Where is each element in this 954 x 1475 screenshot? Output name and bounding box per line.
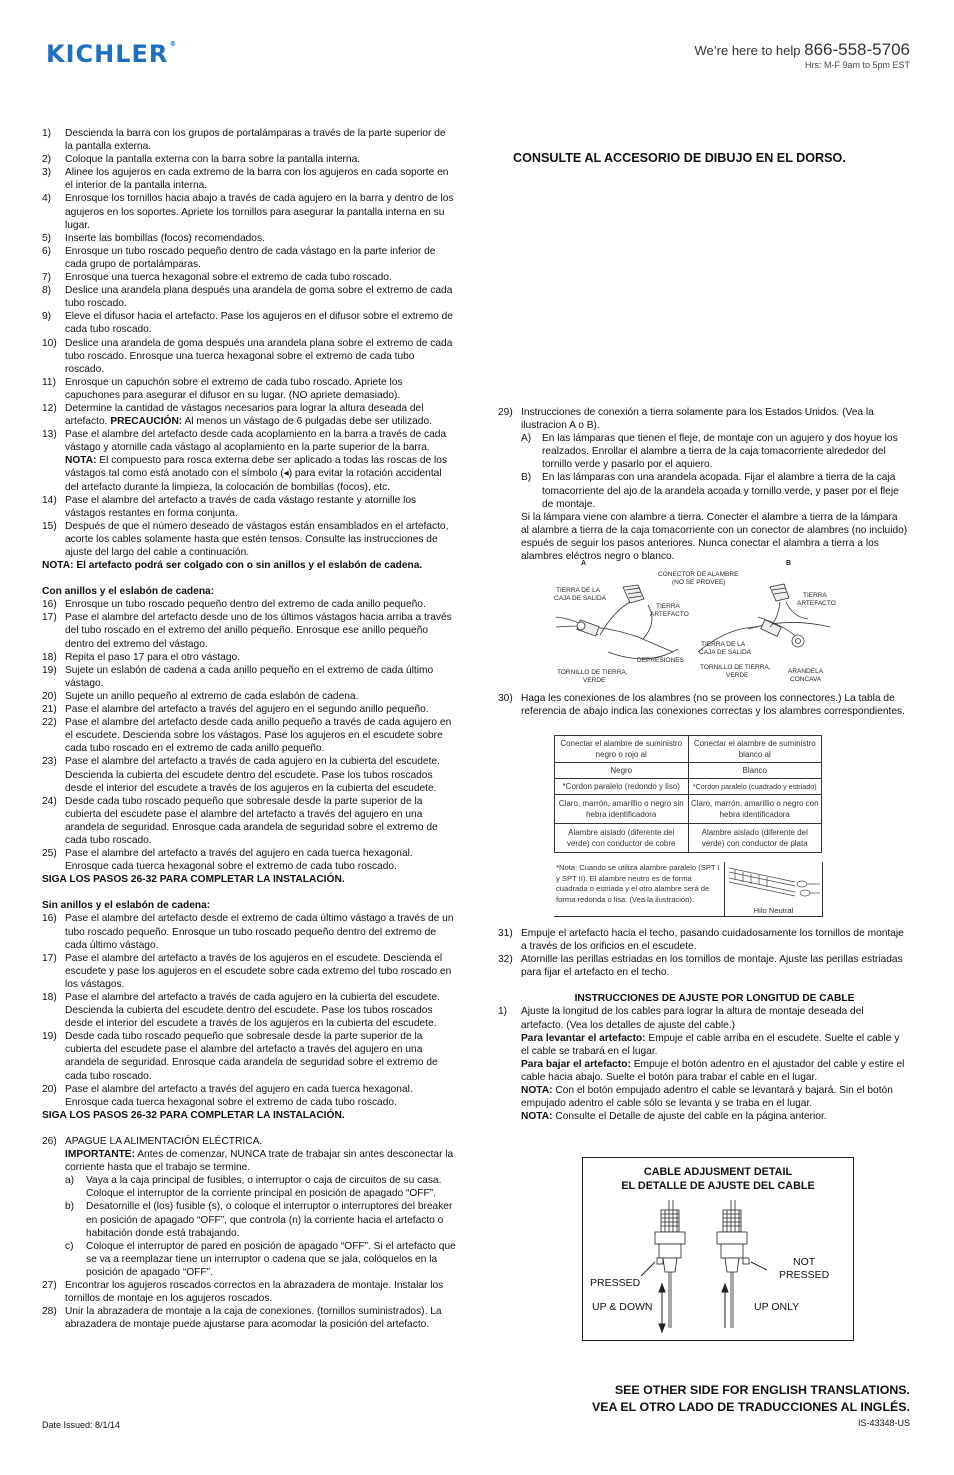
instruction-step: 18) Repita el paso 17 para el otro vástago. [42, 651, 240, 663]
diagram-label-b: B [786, 560, 792, 567]
instruction-step: 14) Pase el alambre del artefacto a través de cada vástago restante y atornille los vástagos restantes en forma conjunta. [42, 494, 417, 519]
table-row: Conectar el alambre de suministro negro o rojo al Conectar el alambre de suministro blanco al [555, 736, 822, 763]
label-tornillo-a1: TORNILLO DE TIERRA, [557, 669, 628, 676]
instruction-step: 17) Pase el alambre del artefacto a través de los agujeros en el escudete. Descienda el escudete y pase los agujeros en el escudete sobre cada extremo del tubo roscado en los vástagos. [42, 952, 452, 990]
consulte-heading: CONSULTE AL ACCESORIO DE DIBUJO EN EL DORSO. [513, 151, 846, 165]
label-tierra-caja-b2: CAJA DE SALIDA [699, 649, 752, 656]
table-row: Claro, marrón, amarillio o negro sin hebra identificadora Claro, marrón, amarillio o negro con hebra identificadora [555, 795, 822, 824]
instruction-step: 1) Descienda la barra con los grupos de portalámparas a través de la parte superior de la pantalla externa. [42, 128, 446, 153]
up-down-label: UP & DOWN [592, 1301, 653, 1313]
phone-number: 866-558-5706 [804, 40, 910, 59]
instruction-step: 25) Pase el alambre del artefacto a través del agujero en cada tuerca hexagonal. Enrosque cada tuerca hexagonal sobre el extremo de cada tubo roscado. [42, 848, 413, 873]
instruction-step: 24) Desde cada tubo roscado pequeño que sobresale desde la parte superior de la cubierta del escudete pase el alambre del artefacto a través del agujero en una arandela de seguridad. Enrosque cada arandela de seguridad sobre el extremo de cada tubo roscado. [42, 795, 438, 846]
label-arandela2: CONCAVA [790, 676, 822, 683]
table-row: Negro Blanco [555, 763, 822, 779]
instruction-step: 20) Sujete un anillo pequeño al extremo de cada eslabón de cadena. [42, 690, 359, 702]
instruction-step: 11) Enrosque un capuchón sobre el extremo de cada tubo roscado. Apriete los capuchones para asegurar el difusor en su lugar. (NO apriete demasiado). [42, 376, 403, 401]
instruction-step: 27) Encontrar los agujeros roscados correctos en la abrazadera de montaje. Instalar los tornillos de montaje en los agujeros roscados. [42, 1279, 444, 1305]
kichler-logo: KICHLER® [46, 40, 178, 68]
instruction-step: 31) Empuje el artefacto hacia el techo, pasando cuidadosamente los tornillos de montaje a través de los orificios en el escudete. [498, 928, 904, 953]
steps-31-32-block [498, 927, 908, 1123]
instruction-step: 5) Inserte las bombillas (focos) recomendados. [42, 232, 265, 244]
diagram-label-a: A [581, 560, 587, 567]
hours: Hrs: M-F 9am to 5pm EST [804, 60, 910, 70]
hilo-neutral-label: Hilo Neutral [753, 906, 794, 915]
cable-adjuster-drawing [583, 1198, 853, 1338]
note-chain: NOTA: El artefacto podrá ser colgado con o sin anillos y el eslabón de cadena. [42, 560, 423, 572]
label-tierra-art-b2: ARTEFACTO [797, 600, 836, 607]
table-row: *Cordon paralelo (redondo y liso) *Cordon paralelo (cuadrado y estriado) [555, 779, 822, 795]
not-pressed-label: PRESSED [779, 1269, 830, 1281]
instruction-step: 3) Alinee los agujeros en cada extremo de la barra con los agujeros en cada soporte en el interior de la pantalla interna. [42, 167, 449, 192]
table-row: Alambre aislado (diferente del verde) con conductor de cobre Alambre aislado (diferente del verde) con conductor de plata [555, 824, 822, 853]
label-tierra-caja-b1: TIERRA DE LA [701, 641, 746, 648]
instruction-step: 4) Enrosque los tornillos hacia abajo a través de cada agujero en la barra y dentro de los agujeros en los soportes. Apriete los tornillos para asegurar la pantalla interna en su lugar. [42, 193, 454, 231]
instruction-step: 7) Enrosque una tuerca hexagonal sobre el extremo de cada tubo roscado. [42, 272, 392, 284]
instruction-step: 23) Pase el alambre del artefacto a través de cada agujero en la cubierta del escudete. Descienda la cubierta del escudete dentro del escudete. Pase los tubos roscados desde el interior del escudete a través de los agujeros en la cubierta del escudete. [42, 756, 440, 794]
label-conector: CONECTOR DE ALAMBRE [658, 571, 739, 578]
instruction-step: 18) Pase el alambre del artefacto a través de cada agujero en la cubierta del escudete. Descienda la cubierta del escudete dentro del escudete. Pase los tubos roscados desde el interior del escudete a través de los agujeros en la cubierta del escudete. [42, 992, 440, 1030]
label-arandela1: ARANDELA [788, 668, 824, 675]
label-no-se-provee: (NO SE PROVEE) [672, 579, 726, 586]
instruction-step: 21) Pase el alambre del artefacto a través del agujero en el segundo anillo pequeño. [42, 704, 429, 716]
pressed-label: PRESSED [590, 1277, 641, 1289]
cable-adjustment-box [582, 1157, 854, 1341]
instruction-step: 19) Desde cada tubo roscado pequeño que sobresale desde la parte superior de la cubierta del escudete pase el alambre del artefacto a través del agujero en una arandela de seguridad. Enrosque cada arandela de seguridad sobre el extremo de cada tubo roscado. [42, 1031, 438, 1082]
instruction-substep: A) En las lámparas que tienen el fleje, de montaje con un agujero y dos hoyue los realzados. Enrollar el alambre a tierra de la caja tomacorriente alrededor del tornillo verde y pasarlo por el aquiero. [521, 433, 898, 471]
instruction-step: 8) Deslice una arandela plana después una arandela de goma sobre el extremo de cada tubo roscado. [42, 285, 453, 310]
document-id: IS-43348-US [857, 1418, 910, 1428]
label-tornillo-b1: TORNILLO DE TIERRA, [700, 664, 771, 671]
cable-instructions-heading: INSTRUCCIONES DE AJUSTE POR LONGITUD DE CABLE [574, 993, 855, 1005]
instruction-step: 10) Deslice una arandela de goma después una arandela plana sobre el extremo de cada tubo roscado. Enrosque una tuerca hexagonal sobre el extremo de cada tubo roscado. [42, 337, 453, 375]
instruction-step: 20) Pase el alambre del artefacto a través del agujero en cada tuerca hexagonal. Enrosque cada tuerca hexagonal sobre el extremo de cada tubo roscado. [42, 1083, 413, 1108]
grounding-diagram [548, 557, 838, 687]
instruction-step: 2) Coloque la pantalla externa con la barra sobre la pantalla interna. [42, 154, 361, 166]
instruction-step: 32) Atornille las perillas estriadas en los tornillos de montaje. Ajuste las perillas estriadas para fijar el artefacto en el techo. [498, 954, 903, 979]
table-note: *Nota: Cuando se utiliza alambre paralelo (SPT I y SPT II). El alambre neutro es de forma cuadrada o estriada y el otro alambre será de forma redonda o lisa. (Vea la ilustración). [556, 863, 720, 904]
instruction-step: 28) Unir la abrazadera de montaje a la caja de conexiones. (tornillos suministrados). La abrazadera de montaje puede ajustarse para acomodar la posición del artefacto. [42, 1306, 442, 1331]
date-issued: Date Issued: 8/1/14 [42, 1420, 121, 1430]
step-30-block [498, 692, 908, 718]
label-depresiones: DEPRESIONES [637, 657, 684, 664]
translation-note: SEE OTHER SIDE FOR ENGLISH TRANSLATIONS. VEA EL OTRO LADO DE TRADUCCIONES AL INGLÉS. [591, 1383, 910, 1414]
wire-reference-table [554, 735, 822, 853]
help-text: We’re here to help [694, 43, 801, 58]
instruction-step: 16) Enrosque un tubo roscado pequeño dentro del extremo de cada anillo pequeño. [42, 599, 426, 611]
instruction-step: 6) Enrosque un tubo roscado pequeño dentro de cada vástago en la parte inferior de cada grupo de portalámparas. [42, 245, 436, 270]
instruction-step: 16) Pase el alambre del artefacto desde el extremo de cada último vástago a través de un tubo roscado pequeño. Enrosque un tubo roscado pequeño dentro del extremo de cada último vástago. [42, 913, 454, 951]
parallel-cord-illustration [724, 862, 822, 916]
step-13: 13) Pase el alambre del artefacto desde cada acoplamiento en la barra a través de cada vástago y atornille cada vástago al acoplamiento en la parte superior de la barra. NOTA: El compuesto para rosca externa debe ser aplicado a todas las roscas de los vástagos tal como está anotado con el símbolo (◂) para evitar la rotación accidental del artefacto durante la limpieza, la colocación de bombillas (focos), etc. [42, 429, 448, 493]
not-label: NOT [793, 1256, 816, 1268]
instruction-step: 15) Después de que el número deseado de vástagos están ensamblados en el artefacto, acorte los cables solamente hasta que estén tensos. Consulte las instrucciones de ajuste del largo del cable a continuación. [42, 520, 449, 558]
instruction-substep: c) Coloque el interruptor de pared en posición de apagado “OFF”. Si el artefacto que se va a reemplazar tiene un interruptor o cadena que se jala, colóquelos en la posición de apagado “OFF”. [65, 1240, 456, 1278]
instruction-step: 9) Eleve el difusor hacia el artefacto. Pase los agujeros en el difusor sobre el extremo de cada tubo roscado. [42, 311, 453, 336]
table-note-cell [554, 862, 823, 917]
instruction-substep: a) Vaya a la caja principal de fusibles, o interruptor o caja de circuitos de su casa. Coloque el interruptor de la corriente principal en posición de apagado “OFF”. [65, 1175, 442, 1200]
label-tierra-art-a2: ARTEFACTO [650, 611, 689, 618]
help-contact [695, 40, 911, 70]
label-tierra-art-b1: TIERRA [803, 592, 827, 599]
step-12: 12) Determine la cantidad de vástagos necesarios para lograr la altura deseada del artefacto. PRECAUCIÓN: Al menos un vástago de 6 pulgadas debe ser utilizado. [42, 402, 432, 428]
step-29: 29) Instrucciones de conexión a tierra solamente para los Estados Unidos. (Vea la ilustracion A o B). [498, 407, 874, 432]
step-30: 30) Haga les conexiones de los alambres (no se proveen los connectores.) La tabla de referencia de abajo indica las conexiones correctas y los alambres correspondientes. [498, 693, 905, 718]
instruction-step: 19) Sujete un eslabón de cadena a cada anillo pequeño en el extremo de cada último vástago. [42, 664, 434, 689]
step-26: 26) APAGUE LA ALIMENTACIÓN ELÉCTRICA. IMPORTANTE: Antes de comenzar, NUNCA trate de trabajar sin antes desconectar la corriente hasta que el trabajo se termine. [42, 1135, 454, 1174]
label-tierra-caja-a2: CAJA DE SALIDA [554, 595, 607, 602]
instruction-substep: b) Desatornille el (los) fusible (s), o coloque el interruptor o interruptores del breaker en posición de apagado “OFF”, que controla (n) la corriente hacia el artefacto o habitación donde está trabajando. [65, 1201, 453, 1239]
label-tierra-art-a1: TIERRA [656, 603, 680, 610]
up-only-label: UP ONLY [754, 1301, 800, 1313]
with-chain-heading: Con anillos y el eslabón de cadena: [42, 586, 215, 598]
siga-note-2: SIGA LOS PASOS 26-32 PARA COMPLETAR LA INSTALACIÓN. [42, 1109, 345, 1121]
siga-note-1: SIGA LOS PASOS 26-32 PARA COMPLETAR LA INSTALACIÓN. [42, 874, 345, 886]
label-tornillo-b2: VERDE [726, 672, 749, 679]
instruction-step: 17) Pase el alambre del artefacto desde uno de los últimos vástagos hacia arriba a través del tubo roscado en el extremo del anillo pequeño. Enrosque ese anillo pequeño dentro del extremo del vástago. [42, 612, 452, 650]
instruction-substep: B) En las lámparas con una arandela acopada. Fijar el alambre a tierra de la caja tomacorriente del ajo de la arandela acoada y tornillo verde, y paser por el fleje de montaje. [521, 472, 899, 510]
cord-icon [725, 862, 822, 904]
cable-step-1: 1) Ajuste la longitud de los cables para lograr la altura de montaje deseada del artefacto. (Vea los detalles de ajuste del cable.) Para levantar el artefacto: Empuje el cable arriba en el escudete. Suelte el cable y el cable se trabará en el lugar. Para bajar el artefacto: Empuje el botón adentro en el ajustador del cable y estire el cable hacia abajo. Suelte el botón para trabar el cable en el lugar. NOTA: Con el botón empujado adentro el cable se levantará y bajará. Sin el botón empujado adentro el cable sólo se levanta y se traba en el lugar. NOTA: Consulte el Detalle de ajuste del cable en la página anterior. [498, 1006, 905, 1123]
cable-box-title: CABLE ADJUSMENT DETAIL EL DETALLE DE AJUSTE DEL CABLE [621, 1166, 815, 1192]
step-29-extra: Si la lámpara viene con alambre a tierra. Conecter el alambre a tierra de la lámpara al alambre a tierra de la caja tomacorriente con un conector de alambres (no incluido) espués de seguir los pasos anteriores. Nunca conectar el alambra a tierra a los alambres eléctros negro o blanco. [521, 511, 908, 563]
label-tierra-caja-a1: TIERRA DE LA [556, 587, 601, 594]
label-tornillo-a2: VERDE [583, 677, 606, 684]
step-29-block [498, 406, 908, 563]
instruction-step: 22) Pase el alambre del artefacto desde cada anillo pequeño a través de cada agujero en el escudete. Descienda sobre los vástagos. Pase los agujeros en el escudete sobre cada tubo roscado en el extremo de cada anillo pequeño. [42, 717, 452, 755]
left-column [42, 127, 456, 1331]
without-chain-heading: Sin anillos y el eslabón de cadena: [42, 900, 211, 912]
